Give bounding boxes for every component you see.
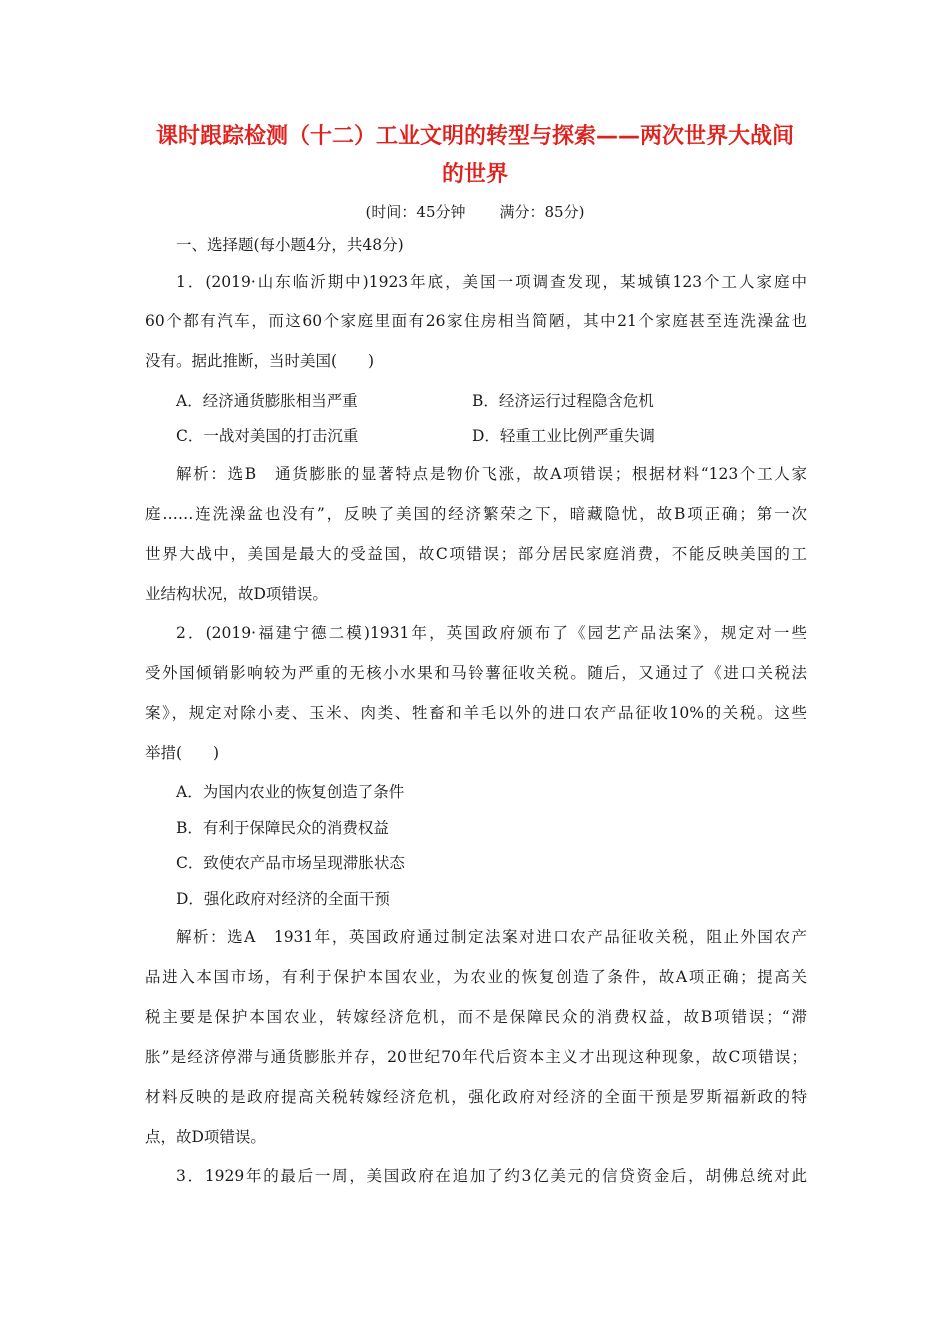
q1-stem-line2: 60个都有汽车，而这60个家庭里面有26家住房相当简陋，其中21个家庭甚至连洗澡盆也: [145, 312, 807, 330]
q2-analysis-line2: 品进入本国市场，有利于保护本国农业，为农业的恢复创造了条件，故A项正确；提高关: [145, 968, 807, 986]
q1-analysis-line2: 庭……连洗澡盆也没有”，反映了美国的经济繁荣之下，暗藏隐忧，故B项正确；第一次: [145, 505, 807, 523]
q2-option-a: A．为国内农业的恢复创造了条件: [176, 783, 405, 801]
q2-analysis-line3: 税主要是保护本国农业，转嫁经济危机，而不是保障民众的消费权益，故B项错误；“滞: [145, 1008, 807, 1026]
q2-stem-line4: 举措( ): [145, 744, 220, 762]
q2-analysis-line1: 解析：选A 1931年，英国政府通过制定法案对进口农产品征收关税，阻止外国农产: [176, 928, 807, 946]
q2-option-c: C．致使农产品市场呈现滞胀状态: [176, 854, 405, 872]
q2-analysis-line6: 点，故D项错误。: [145, 1128, 266, 1146]
q1-stem-line3: 没有。据此推断，当时美国( ): [145, 352, 375, 370]
q2-stem-line3: 案》，规定对除小麦、玉米、肉类、牲畜和羊毛以外的进口农产品征收10%的关税。这些: [145, 704, 807, 722]
exam-meta: [0, 200, 950, 224]
q1-stem-line1: 1．(2019·山东临沂期中)1923年底，美国一项调查发现，某城镇123个工人家庭中: [176, 273, 807, 291]
q3-stem-line1: 3．1929年的最后一周，美国政府在追加了约3亿美元的信贷资金后，胡佛总统对此: [176, 1167, 807, 1185]
section-heading: 一、选择题(每小题4分，共48分): [176, 236, 404, 254]
exam-score: 满分：85分): [499, 203, 585, 221]
q2-option-d: D．强化政府对经济的全面干预: [176, 890, 390, 908]
q2-stem-line2: 受外国倾销影响较为严重的无核小水果和马铃薯征收关税。随后，又通过了《进口关税法: [145, 664, 807, 682]
q1-option-b: B．经济运行过程隐含危机: [472, 392, 654, 410]
q2-analysis-line5: 材料反映的是政府提高关税转嫁经济危机，强化政府对经济的全面干预是罗斯福新政的特: [145, 1088, 807, 1106]
document-title-line1: 课时跟踪检测（十二）工业文明的转型与探索——两次世界大战间: [155, 124, 794, 149]
q2-analysis-line4: 胀”是经济停滞与通货膨胀并存，20世纪70年代后资本主义才出现这种现象，故C项错误；: [145, 1048, 807, 1066]
q1-analysis-line4: 业结构状况，故D项错误。: [145, 585, 328, 603]
q1-option-c: C．一战对美国的打击沉重: [176, 427, 359, 445]
q1-analysis-line1: 解析：选B 通货膨胀的显著特点是物价飞涨，故A项错误；根据材料“123个工人家: [176, 465, 807, 483]
document-title-line2: 的世界: [441, 162, 508, 187]
q1-analysis-line3: 世界大战中，美国是最大的受益国，故C项错误；部分居民家庭消费，不能反映美国的工: [145, 545, 807, 563]
q2-option-b: B．有利于保障民众的消费权益: [176, 819, 389, 837]
q2-stem-line1: 2．(2019·福建宁德二模)1931年，英国政府颁布了《园艺产品法案》，规定对一些: [176, 624, 807, 642]
exam-time: (时间：45分钟: [365, 203, 466, 221]
q1-option-a: A．经济通货膨胀相当严重: [176, 392, 358, 410]
q1-option-d: D．轻重工业比例严重失调: [472, 427, 655, 445]
